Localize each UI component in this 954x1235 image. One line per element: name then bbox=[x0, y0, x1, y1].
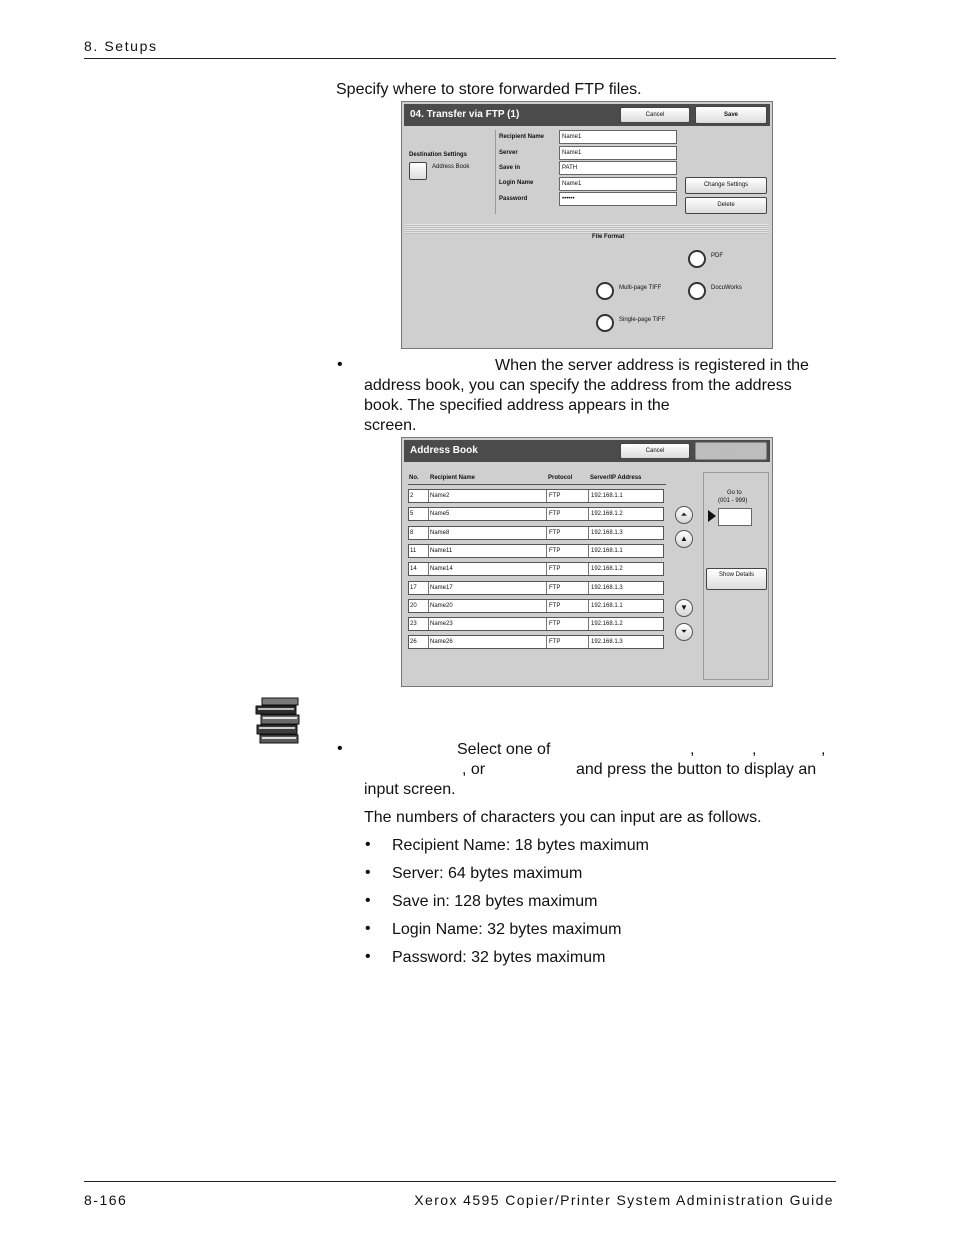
arrow-right-icon bbox=[708, 510, 716, 522]
go-to-label: Go to bbox=[727, 490, 742, 496]
multi-page-tiff-radio[interactable] bbox=[596, 282, 614, 300]
cell-protocol: FTP bbox=[549, 511, 561, 518]
bullet2-or: , or bbox=[462, 761, 486, 778]
bullet1-line3: book. The specified address appears in the bbox=[364, 397, 670, 414]
bullet2-rest: and press the button to display an bbox=[576, 761, 817, 778]
table-row[interactable] bbox=[408, 544, 664, 558]
cell-divider bbox=[588, 490, 589, 502]
cell-divider bbox=[428, 508, 429, 520]
guide-title: Xerox 4595 Copier/Printer System Administration Guide bbox=[414, 1192, 834, 1208]
cell-divider bbox=[546, 563, 547, 575]
col-protocol: Protocol bbox=[548, 475, 573, 481]
bullet1-line4: screen. bbox=[364, 417, 417, 434]
cell-divider bbox=[546, 490, 547, 502]
bullet-dot: • bbox=[365, 892, 371, 909]
cell-no: 20 bbox=[410, 602, 417, 609]
scroll-up-button[interactable]: ▲ bbox=[675, 530, 693, 548]
address-book-screen bbox=[401, 437, 773, 687]
cell-protocol: FTP bbox=[549, 547, 561, 554]
single-page-tiff-label: Single-page TIFF bbox=[619, 317, 666, 323]
docuworks-radio[interactable] bbox=[688, 282, 706, 300]
scroll-down-button[interactable]: ▼ bbox=[675, 599, 693, 617]
address-book-button[interactable] bbox=[409, 162, 427, 180]
cell-server-address: 192.168.1.2 bbox=[591, 566, 623, 573]
cell-divider bbox=[428, 490, 429, 502]
limit-save-in: Save in: 128 bytes maximum bbox=[392, 893, 598, 910]
table-row[interactable] bbox=[408, 526, 664, 540]
cell-divider bbox=[428, 600, 429, 612]
server-field[interactable]: Name1 bbox=[559, 146, 677, 160]
login-name-field[interactable]: Name1 bbox=[559, 177, 677, 191]
change-settings-button[interactable]: Change Settings bbox=[685, 177, 767, 194]
books-icon bbox=[253, 697, 307, 745]
cell-protocol: FTP bbox=[549, 639, 561, 646]
cell-protocol: FTP bbox=[549, 493, 561, 499]
cell-recipient-name: Name17 bbox=[430, 584, 453, 591]
password-field[interactable]: •••••• bbox=[559, 192, 677, 206]
cell-server-address: 192.168.1.3 bbox=[591, 584, 623, 591]
save-button[interactable]: Save bbox=[695, 442, 767, 460]
cell-server-address: 192.168.1.3 bbox=[591, 639, 623, 646]
recipient-name-label: Recipient Name bbox=[499, 134, 545, 140]
cell-server-address: 192.168.1.3 bbox=[591, 529, 623, 536]
cell-no: 26 bbox=[410, 639, 417, 646]
cell-divider bbox=[428, 545, 429, 557]
cell-server-address: 192.168.1.2 bbox=[591, 511, 623, 518]
show-details-button[interactable]: Show Details bbox=[706, 568, 767, 590]
file-format-label: File Format bbox=[592, 234, 625, 240]
bullet1-line2: address book, you can specify the address from the address bbox=[364, 377, 792, 394]
cell-divider bbox=[588, 600, 589, 612]
cell-no: 14 bbox=[410, 566, 417, 573]
cell-divider bbox=[428, 563, 429, 575]
ftp-transfer-screen bbox=[401, 101, 773, 349]
save-in-label: Save in bbox=[499, 165, 521, 171]
cell-divider bbox=[588, 618, 589, 630]
cell-divider bbox=[428, 527, 429, 539]
cell-recipient-name: Name5 bbox=[430, 511, 450, 518]
address-book-label: Address Book bbox=[432, 164, 470, 170]
bullet2-comma: , bbox=[690, 741, 695, 758]
cell-divider bbox=[588, 582, 589, 594]
cell-divider bbox=[428, 582, 429, 594]
go-to-input[interactable] bbox=[718, 508, 752, 526]
recipient-name-field[interactable]: Name1 bbox=[559, 130, 677, 144]
cell-divider bbox=[588, 508, 589, 520]
table-row[interactable] bbox=[408, 562, 664, 576]
limit-login-name: Login Name: 32 bytes maximum bbox=[392, 921, 622, 938]
scroll-bottom-button[interactable]: ⏷ bbox=[675, 623, 693, 641]
cell-no: 11 bbox=[410, 547, 417, 554]
docuworks-label: DocuWorks bbox=[711, 285, 742, 291]
cell-divider bbox=[546, 508, 547, 520]
cell-no: 2 bbox=[410, 493, 414, 499]
cell-recipient-name: Name23 bbox=[430, 621, 453, 628]
bullet2-select-one-of: Select one of bbox=[457, 741, 551, 758]
cell-recipient-name: Name11 bbox=[430, 547, 453, 554]
cell-protocol: FTP bbox=[549, 566, 561, 573]
cell-no: 5 bbox=[410, 511, 414, 518]
cell-divider bbox=[546, 545, 547, 557]
scroll-top-button[interactable]: ⏶ bbox=[675, 506, 693, 524]
limits-intro: The numbers of characters you can input are as follows. bbox=[364, 809, 762, 826]
divider bbox=[495, 130, 496, 214]
cell-server-address: 192.168.1.1 bbox=[591, 602, 623, 609]
cell-server-address: 192.168.1.1 bbox=[591, 547, 623, 554]
save-in-field[interactable]: PATH bbox=[559, 161, 677, 175]
delete-button[interactable]: Delete bbox=[685, 197, 767, 214]
limit-recipient-name: Recipient Name: 18 bytes maximum bbox=[392, 837, 649, 854]
page-number: 8-166 bbox=[84, 1192, 128, 1208]
cancel-button[interactable]: Cancel bbox=[620, 107, 690, 123]
separator-band bbox=[405, 224, 769, 234]
cell-protocol: FTP bbox=[549, 621, 561, 628]
footer-rule bbox=[84, 1181, 836, 1182]
cell-divider bbox=[588, 545, 589, 557]
cell-protocol: FTP bbox=[549, 529, 561, 536]
cell-divider bbox=[546, 582, 547, 594]
cell-no: 23 bbox=[410, 621, 417, 628]
cell-divider bbox=[546, 600, 547, 612]
bullet-dot: • bbox=[337, 356, 343, 373]
table-row[interactable] bbox=[408, 489, 664, 503]
destination-settings-label: Destination Settings bbox=[409, 152, 468, 158]
bullet2-comma: , bbox=[821, 741, 826, 758]
multi-page-tiff-label: Multi-page TIFF bbox=[619, 285, 662, 291]
bullet2-line2: input screen. bbox=[364, 781, 456, 798]
running-header: 8. Setups bbox=[84, 38, 158, 54]
table-row[interactable] bbox=[408, 599, 664, 613]
login-name-label: Login Name bbox=[499, 180, 534, 186]
cell-recipient-name: Name8 bbox=[430, 529, 450, 536]
cell-divider bbox=[546, 636, 547, 648]
cell-divider bbox=[588, 636, 589, 648]
bullet-dot: • bbox=[365, 836, 371, 853]
cell-divider bbox=[546, 618, 547, 630]
limit-server: Server: 64 bytes maximum bbox=[392, 865, 583, 882]
cell-divider bbox=[588, 563, 589, 575]
header-rule bbox=[84, 58, 836, 59]
cell-recipient-name: Name20 bbox=[430, 602, 453, 609]
bullet-dot: • bbox=[365, 864, 371, 881]
pdf-radio[interactable] bbox=[688, 250, 706, 268]
bullet-dot: • bbox=[365, 920, 371, 937]
ftp-screen-title: 04. Transfer via FTP (1) bbox=[404, 104, 770, 126]
cell-recipient-name: Name26 bbox=[430, 639, 453, 646]
bullet2-comma: , bbox=[752, 741, 757, 758]
limit-password: Password: 32 bytes maximum bbox=[392, 949, 606, 966]
cell-divider bbox=[428, 636, 429, 648]
save-button[interactable]: Save bbox=[695, 106, 767, 124]
cell-divider bbox=[546, 527, 547, 539]
cell-no: 17 bbox=[410, 584, 417, 591]
cell-server-address: 192.168.1.2 bbox=[591, 621, 623, 628]
col-server-address: Server/IP Address bbox=[590, 475, 642, 481]
cell-recipient-name: Name14 bbox=[430, 566, 453, 573]
intro-text: Specify where to store forwarded FTP files. bbox=[336, 81, 642, 98]
cell-server-address: 192.168.1.1 bbox=[591, 493, 623, 499]
cell-recipient-name: Name2 bbox=[430, 493, 450, 499]
col-no: No. bbox=[409, 475, 419, 481]
table-row[interactable] bbox=[408, 581, 664, 595]
table-row[interactable] bbox=[408, 617, 664, 631]
bullet-dot: • bbox=[337, 740, 343, 757]
cancel-button[interactable]: Cancel bbox=[620, 443, 690, 459]
col-recipient-name: Recipient Name bbox=[430, 475, 476, 481]
cell-protocol: FTP bbox=[549, 584, 561, 591]
bullet-dot: • bbox=[365, 948, 371, 965]
header-line bbox=[408, 484, 666, 485]
single-page-tiff-radio[interactable] bbox=[596, 314, 614, 332]
address-book-title: Address Book bbox=[404, 440, 770, 462]
table-row[interactable] bbox=[408, 635, 664, 649]
cell-divider bbox=[428, 618, 429, 630]
pdf-label: PDF bbox=[711, 253, 723, 259]
cell-no: 8 bbox=[410, 529, 414, 536]
range-label: (001 - 999) bbox=[718, 498, 748, 504]
server-label: Server bbox=[499, 150, 518, 156]
cell-divider bbox=[588, 527, 589, 539]
table-row[interactable] bbox=[408, 507, 664, 521]
password-label: Password bbox=[499, 196, 528, 202]
cell-protocol: FTP bbox=[549, 602, 561, 609]
bullet1-text: When the server address is registered in the bbox=[495, 357, 809, 374]
